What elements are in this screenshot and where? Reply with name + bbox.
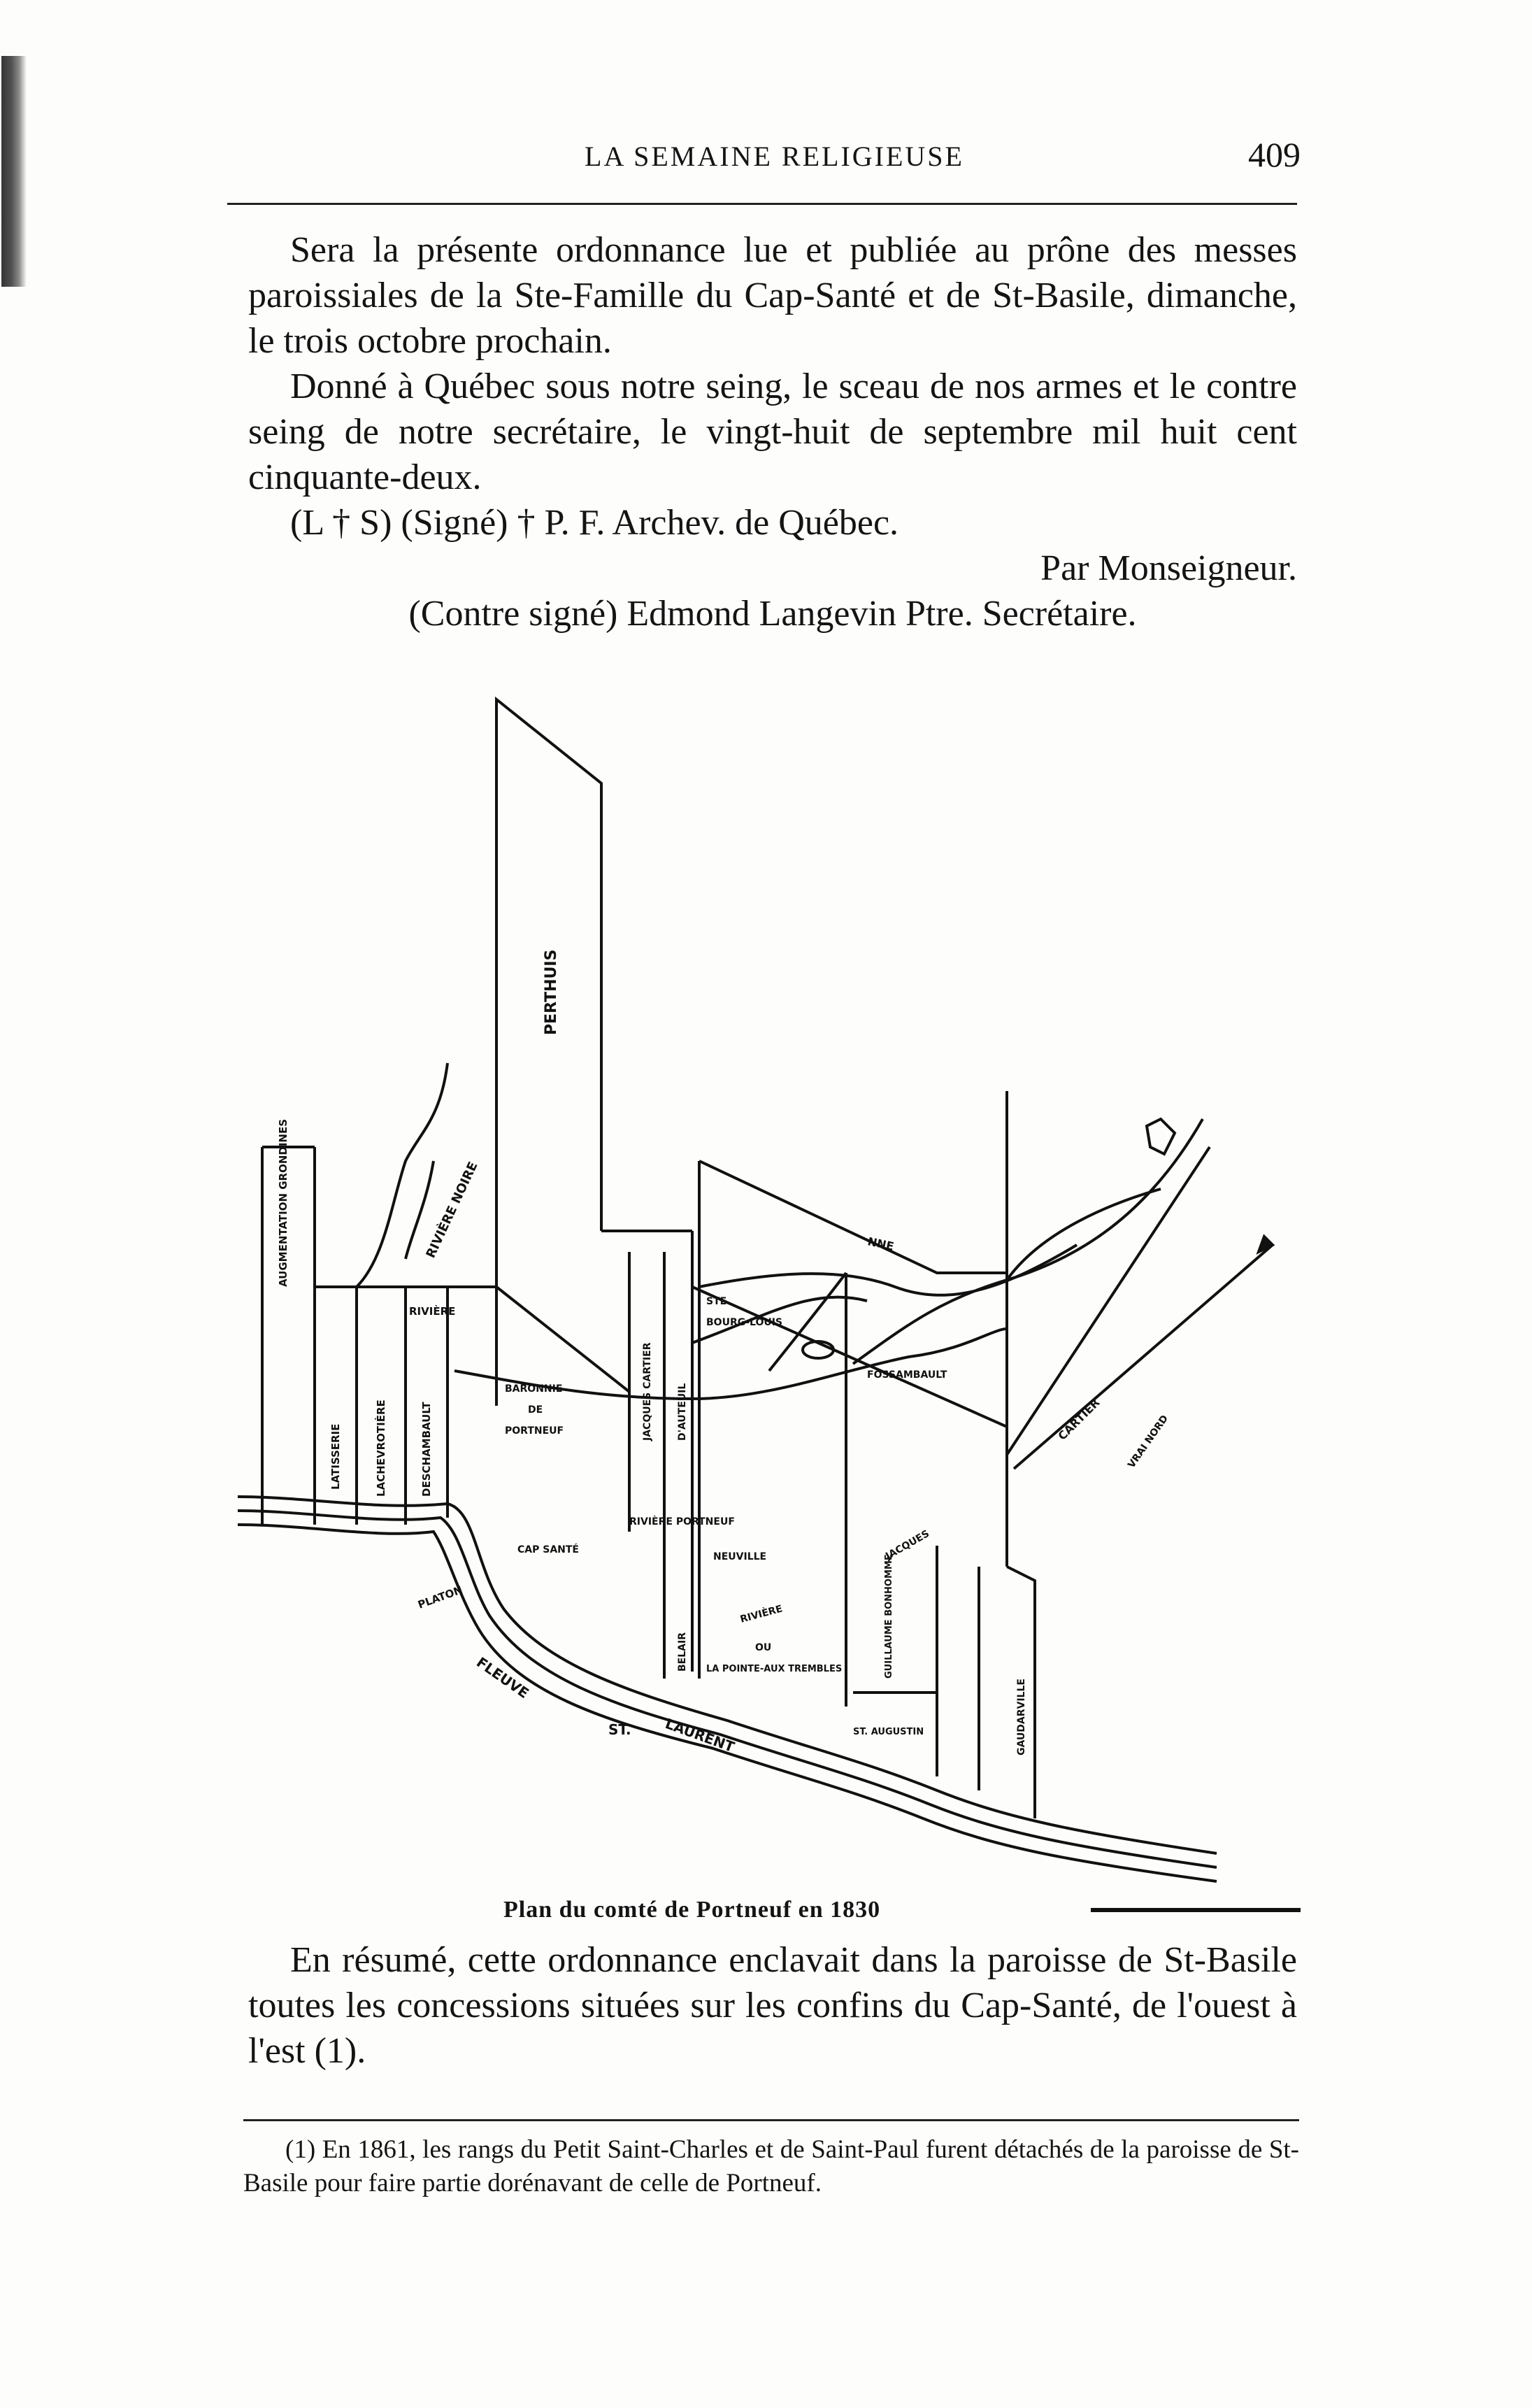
portneuf-map (238, 671, 1336, 1888)
ordinance-paragraph-1: Sera la présente ordonnance lue et publiée au prône des messes paroissiales de la Ste-Famille du Cap-Santé et de St-Basile, dimanche, le trois octobre prochain. (248, 230, 1297, 361)
cartier-bearing (1007, 1147, 1210, 1455)
label-gaudarville: GAUDARVILLE (1016, 1679, 1027, 1755)
label-riviere-top: RIVIÈRE (409, 1305, 456, 1318)
shore-mid-1 (238, 1511, 1217, 1867)
footnote-text: (1) En 1861, les rangs du Petit Saint-Charles et de Saint-Paul furent détachés de la paroisse de St-Basile pour faire partie dorénavant de celle de Portneuf. (243, 2135, 1299, 2197)
map-svg (238, 671, 1336, 1888)
label-cartier: CARTIER (1055, 1395, 1103, 1443)
label-nne: NNE (866, 1234, 896, 1253)
label-jacques: JACQUES (884, 1527, 931, 1562)
label-belair: BELAIR (677, 1632, 688, 1672)
label-laurent: LAURENT (663, 1715, 737, 1756)
map-labels (277, 950, 1171, 1756)
scan-edge-mark (1, 56, 27, 287)
ordinance-paragraph-2: Donné à Québec sous notre seing, le sceau de nos armes et le contre seing de notre secrétaire, le vingt-huit de septembre mil huit cent cinquante-deux. (248, 366, 1297, 497)
gosford-top (699, 1161, 1007, 1273)
label-perthuis: PERTHUIS (543, 949, 560, 1035)
label-bourg-louis: BOURG-LOUIS (706, 1317, 783, 1328)
ordinance-countersign: (Contre signé) Edmond Langevin Ptre. Secrétaire. (408, 594, 1137, 634)
label-pointe-aux-trembles: LA POINTE-AUX TREMBLES (706, 1664, 843, 1674)
footnote (243, 2133, 1299, 2200)
label-riviere-noire: RIVIÈRE NOIRE (423, 1160, 481, 1261)
label-jacques-cartier: JACQUES CARTIER (642, 1342, 653, 1441)
running-head: LA SEMAINE RELIGIEUSE (585, 141, 964, 172)
footnote-rule (243, 2119, 1299, 2121)
label-cap-sante: CAP SANTÉ (517, 1544, 579, 1555)
vrai-nord-line (1014, 1245, 1273, 1469)
label-deschambault: DESCHAMBAULT (420, 1402, 433, 1497)
label-ou: OU (755, 1642, 772, 1653)
label-st: ST. (608, 1721, 631, 1738)
label-guillaume-bonhomme: GUILLAUME BONHOMME (884, 1554, 894, 1679)
label-riviere2: RIVIÈRE (738, 1603, 784, 1625)
page-number: 409 (1248, 135, 1301, 174)
label-riviere-portneuf: RIVIÈRE PORTNEUF (629, 1516, 735, 1527)
label-fossambault: FOSSAMBAULT (867, 1369, 947, 1381)
ordinance-text (248, 227, 1297, 636)
label-vrai-nord: VRAI NORD (1126, 1413, 1171, 1471)
label-portneuf: PORTNEUF (505, 1425, 564, 1437)
label-ste: STE (706, 1296, 727, 1307)
label-neuville: NEUVILLE (713, 1551, 767, 1562)
label-dauteuil: D'AUTEUIL (677, 1383, 688, 1441)
neuville-diagonal (692, 1287, 1007, 1427)
summary-paragraph: En résumé, cette ordonnance enclavait dans la paroisse de St-Basile toutes les concessions situées sur les confins du Cap-Santé, de l'ouest à l'est (1). (248, 1940, 1297, 2071)
header-rule (227, 203, 1297, 205)
label-augmentation-grondines: AUGMENTATION GRONDINES (277, 1118, 289, 1287)
island-ne (1147, 1119, 1175, 1154)
label-baronnie: BARONNIE (505, 1383, 563, 1395)
north-arrowhead (1259, 1237, 1273, 1252)
page-header (248, 135, 1301, 189)
caption-line (1091, 1908, 1301, 1912)
label-de: DE (528, 1404, 543, 1416)
map-caption: Plan du comté de Portneuf en 1830 (503, 1897, 881, 1923)
label-fleuve: FLEUVE (473, 1653, 532, 1702)
label-lachevrotiere: LACHEVROTIÈRE (375, 1399, 387, 1497)
ordinance-signature: (L † S) (Signé) † P. F. Archev. de Québec. (290, 503, 899, 543)
label-st-augustin: ST. AUGUSTIN (853, 1727, 924, 1737)
summary-text (248, 1937, 1297, 2074)
ordinance-par-monseigneur: Par Monseigneur. (1040, 548, 1297, 588)
label-platon: PLATON (416, 1583, 464, 1611)
label-la-tisserie: LATISSERIE (329, 1423, 342, 1490)
shore-north (238, 1497, 1217, 1853)
cartier-river (853, 1119, 1203, 1364)
baronnie-diagonal (496, 1287, 629, 1392)
jacques-cartier-river (699, 1245, 1077, 1295)
